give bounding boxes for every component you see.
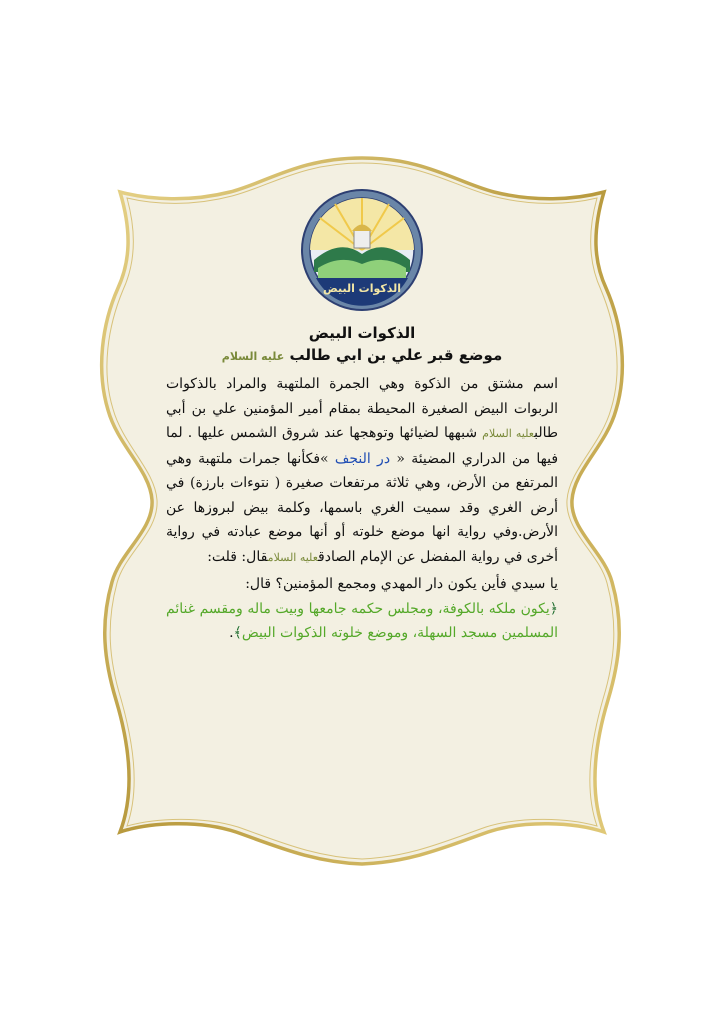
shrine-emblem-icon: [300, 188, 424, 312]
paragraph-sentence-4: قال: قلت:: [207, 548, 268, 565]
answer-quote: يكون ملكه بالكوفة، ومجلس حكمه جامعها وبيت ماله ومقسم غنائم المسلمين مسجد السهلة، وموضع خلوته الذكوات البيض: [166, 600, 558, 641]
subtitle-text: موضع قبر علي بن ابي طالب: [289, 346, 503, 364]
quote-close: »: [320, 450, 335, 467]
final-period: .: [229, 625, 234, 641]
honorific-glyph: عليه السلام: [482, 427, 535, 440]
page-subtitle: [166, 344, 558, 368]
place-name-highlight: در النجف: [334, 450, 391, 467]
page-title: [166, 322, 558, 344]
paragraph-sentence-2: شبهها لضيائها وتوهجها عند شروق الشمس عليها . لما فيها من الدراري المضيئة: [166, 425, 559, 467]
main-paragraph: [166, 372, 558, 570]
ornate-bracket-open: ﴿: [549, 600, 558, 617]
dialogue-answer: [166, 597, 558, 646]
honorific-glyph: عليه السلام: [267, 550, 319, 564]
ornate-bracket-close: ﴾: [233, 625, 242, 641]
title-text: الذكوات البيض: [308, 324, 416, 342]
quote-open: «: [390, 450, 412, 467]
logo-caption: الذكوات البيض: [322, 282, 402, 295]
article: [166, 322, 558, 646]
dialogue-question: [166, 572, 558, 597]
honorific-glyph: عليه السلام: [221, 350, 285, 363]
question-text: يا سيدي فأين يكون دار المهدي ومجمع المؤمنين؟ قال:: [245, 576, 558, 592]
paragraph-sentence-3: فكأنها جمرات ملتهبة وهي المرتفع من الأرض، وهي ثلاثة مرتفعات صغيرة ( نتوءات بارزة) في أرض الغري وقد سميت الغري باسمها، وكلمة بيض لبروزها عن الأرض.وفي رواية انها موضع خلوته أو أنها موضع عبادته في رواية أخرى في رواية المفضل عن الإمام الصادق: [166, 450, 558, 565]
paragraph-sentence-1: اسم مشتق من الذكوة وهي الجمرة الملتهبة والمراد بالذكوات الربوات البيض الصغيرة المحيطة بمقام أمير المؤمنين علي بن أبي طالب: [166, 376, 558, 441]
